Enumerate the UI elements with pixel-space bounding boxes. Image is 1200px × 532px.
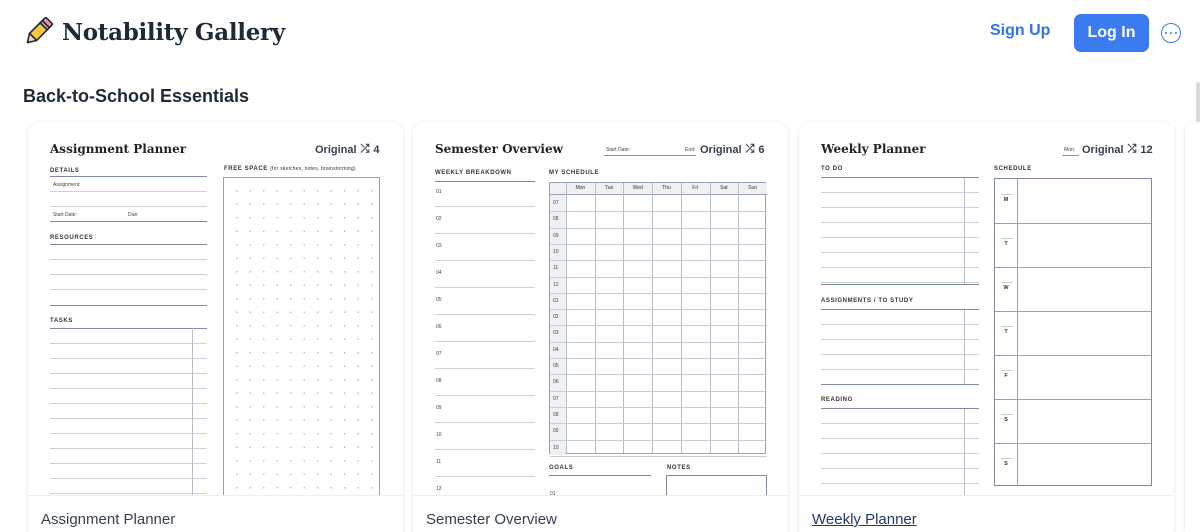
section-title: Back-to-School Essentials xyxy=(23,86,250,106)
card-caption[interactable]: Semester Overview xyxy=(426,511,557,528)
rule-line xyxy=(435,233,535,234)
weekly-schedule-grid xyxy=(994,178,1152,486)
weekly-breakdown-label: WEEKLY BREAKDOWN xyxy=(435,170,512,176)
rule-line xyxy=(50,358,207,359)
week-number: 01 xyxy=(436,189,442,195)
week-number: 11 xyxy=(436,459,442,465)
pencil-logo-icon xyxy=(22,15,54,49)
rule-line xyxy=(821,483,979,484)
day-letter: T xyxy=(1004,241,1008,247)
grid-row-line xyxy=(550,293,767,294)
doc-title: Weekly Planner xyxy=(821,142,926,156)
rule-line xyxy=(821,384,979,385)
rule-line xyxy=(435,476,535,477)
day-row-line xyxy=(995,355,1151,356)
rule-line xyxy=(435,395,535,396)
rule-line xyxy=(435,206,535,207)
day-letter: M xyxy=(1003,197,1009,203)
card-caption[interactable]: Assignment Planner xyxy=(41,511,176,528)
rule-line xyxy=(821,177,979,178)
rule-line xyxy=(435,422,535,423)
day-header: Wed xyxy=(632,185,643,191)
grid-column-line xyxy=(681,183,682,453)
week-number: 08 xyxy=(436,378,442,384)
template-card-assignment-planner[interactable] xyxy=(28,122,403,532)
doc-title: Semester Overview xyxy=(435,142,563,156)
grid-row-line xyxy=(550,391,767,392)
day-column-divider xyxy=(1017,179,1018,485)
hour-label: 02 xyxy=(553,314,559,321)
day-row-line xyxy=(995,311,1151,312)
day-tick xyxy=(1001,194,1013,195)
day-letter: F xyxy=(1004,373,1008,379)
rule-line xyxy=(50,433,207,434)
assignments-label: ASSIGNMENTS / TO STUDY xyxy=(821,298,914,304)
week-number: 05 xyxy=(436,297,442,303)
badge-label: Original xyxy=(700,143,742,156)
rule-line xyxy=(821,237,979,238)
rule-line xyxy=(821,252,979,253)
rule-line xyxy=(50,493,207,494)
grid-column-line xyxy=(652,183,653,453)
grid-row-line xyxy=(550,407,767,408)
resources-label: RESOURCES xyxy=(50,235,94,241)
hour-label: 01 xyxy=(553,297,559,304)
free-space-title: FREE SPACE xyxy=(224,166,268,172)
next-card-peek[interactable] xyxy=(1185,122,1200,532)
shuffle-icon: ⤮ xyxy=(360,143,370,155)
remix-count: 6 xyxy=(758,143,765,156)
day-tick xyxy=(1001,282,1013,283)
template-preview[interactable] xyxy=(413,122,788,495)
brand[interactable] xyxy=(22,15,285,49)
original-badge xyxy=(315,143,380,156)
week-number: 03 xyxy=(436,243,442,249)
due-label: Due: xyxy=(128,212,139,218)
week-number: 06 xyxy=(436,324,442,330)
rule-line xyxy=(821,354,979,355)
day-header: Thu xyxy=(662,185,671,191)
hour-label: 03 xyxy=(553,330,559,337)
start-date-label: Start Date: xyxy=(53,212,77,218)
rule-line xyxy=(821,423,979,424)
day-letter: S xyxy=(1004,461,1008,467)
rule-line xyxy=(821,284,979,285)
hour-label: 08 xyxy=(553,216,559,223)
rule-line xyxy=(821,207,979,208)
week-number: 09 xyxy=(436,405,442,411)
tasks-label: TASKS xyxy=(50,318,73,324)
day-header: Mon xyxy=(575,185,586,191)
original-badge xyxy=(700,143,765,156)
day-tick xyxy=(1001,458,1013,459)
rule-line xyxy=(821,453,979,454)
day-row-line xyxy=(995,399,1151,400)
rule-line xyxy=(50,373,207,374)
hour-label: 07 xyxy=(553,395,559,402)
rule-line xyxy=(821,339,979,340)
day-row-line xyxy=(995,443,1151,444)
notes-label: NOTES xyxy=(667,465,691,471)
rule-line xyxy=(821,309,979,310)
rule-line xyxy=(821,282,979,283)
free-space-note: (for sketches, notes, brainstorming) xyxy=(270,166,356,172)
rule-line xyxy=(821,267,979,268)
hour-label: 11 xyxy=(553,265,559,272)
card-caption[interactable]: Weekly Planner xyxy=(812,511,917,528)
grid-row-line xyxy=(550,456,767,457)
hour-label: 12 xyxy=(553,281,559,288)
day-letter: S xyxy=(1004,417,1008,423)
grid-column-line xyxy=(566,183,567,453)
sign-up-link[interactable]: Sign Up xyxy=(990,22,1051,39)
rule-line xyxy=(50,403,207,404)
grid-row-line xyxy=(550,228,767,229)
goals-label: GOALS xyxy=(549,465,574,471)
rule-line xyxy=(50,448,207,449)
rule-line xyxy=(821,438,979,439)
shuffle-icon: ⤮ xyxy=(1127,143,1137,155)
grid-row-line xyxy=(550,374,767,375)
schedule-label: SCHEDULE xyxy=(994,166,1032,172)
hour-label: 06 xyxy=(553,379,559,386)
todo-label: TO DO xyxy=(821,166,843,172)
grid-row-line xyxy=(550,244,767,245)
rule-line xyxy=(50,418,207,419)
day-tick xyxy=(1001,414,1013,415)
day-tick xyxy=(1001,238,1013,239)
rule-line xyxy=(435,287,535,288)
grid-column-line xyxy=(710,183,711,453)
template-card-weekly-planner[interactable] xyxy=(799,122,1174,532)
grid-column-line xyxy=(623,183,624,453)
original-badge xyxy=(1082,143,1153,156)
end-label: End: xyxy=(685,147,696,153)
grid-row-line xyxy=(550,358,767,359)
grid-row-line xyxy=(550,309,767,310)
day-header: Sun xyxy=(748,185,758,191)
my-schedule-label: MY SCHEDULE xyxy=(549,170,600,176)
day-tick xyxy=(1001,370,1013,371)
template-card-semester-overview[interactable] xyxy=(413,122,788,532)
rule-line xyxy=(821,468,979,469)
hour-label: 09 xyxy=(553,428,559,435)
notes-box xyxy=(666,475,767,495)
badge-label: Original xyxy=(315,143,357,156)
rule-line xyxy=(50,343,207,344)
hour-label: 10 xyxy=(553,248,559,255)
shuffle-icon: ⤮ xyxy=(745,143,755,155)
hour-label: 09 xyxy=(553,232,559,239)
mon-label: Mon: xyxy=(1064,147,1076,153)
log-in-button[interactable]: Log In xyxy=(1074,14,1149,52)
hour-label: 07 xyxy=(553,200,559,206)
hour-label: 10 xyxy=(553,444,559,451)
day-header: Fri xyxy=(692,185,699,191)
top-bar xyxy=(0,0,1200,66)
day-header: Sat xyxy=(720,185,728,191)
rule-line xyxy=(821,369,979,370)
remix-count: 12 xyxy=(1140,143,1153,156)
week-number: 10 xyxy=(436,432,442,438)
hour-label: 04 xyxy=(553,346,559,353)
rule-line xyxy=(435,368,535,369)
grid-row-line xyxy=(550,440,767,441)
badge-label: Original xyxy=(1082,143,1124,156)
rule-line xyxy=(821,192,979,193)
grid-row-line xyxy=(550,211,767,212)
rule-line xyxy=(50,478,207,479)
more-icon[interactable] xyxy=(1161,23,1181,43)
rule-line xyxy=(50,388,207,389)
rule-line xyxy=(435,449,535,450)
template-preview[interactable] xyxy=(799,122,1174,495)
rule-line xyxy=(435,314,535,315)
hour-label: 08 xyxy=(553,411,559,418)
grid-column-line xyxy=(595,183,596,453)
free-space-dot-grid xyxy=(223,177,380,495)
free-space-label xyxy=(224,166,356,172)
rule-line xyxy=(821,408,979,409)
day-letter: T xyxy=(1004,329,1008,335)
week-number: 07 xyxy=(436,351,442,357)
grid-row-line xyxy=(550,342,767,343)
template-preview[interactable] xyxy=(28,122,403,495)
rule-line xyxy=(435,260,535,261)
day-tick xyxy=(1001,326,1013,327)
rule-line xyxy=(821,222,979,223)
week-number: 12 xyxy=(436,486,442,492)
start-date-label: Start Date: xyxy=(606,147,630,153)
reading-label: READING xyxy=(821,397,853,403)
day-header: Tue xyxy=(604,185,614,191)
grid-row-line xyxy=(550,277,767,278)
day-row-line xyxy=(995,267,1151,268)
doc-title: Assignment Planner xyxy=(50,142,187,156)
grid-row-line xyxy=(550,325,767,326)
grid-row-line xyxy=(550,260,767,261)
remix-count: 4 xyxy=(373,143,380,156)
hour-label: 05 xyxy=(553,363,559,369)
assignment-label: Assignment: xyxy=(53,182,81,188)
day-row-line xyxy=(995,223,1151,224)
rule-line xyxy=(50,463,207,464)
week-number: 02 xyxy=(436,216,442,222)
day-letter: W xyxy=(1003,285,1009,291)
details-label: DETAILS xyxy=(50,168,80,174)
rule-line xyxy=(821,324,979,325)
page-scrollbar[interactable] xyxy=(1196,82,1200,122)
goal-item: 01 xyxy=(550,491,556,495)
grid-row-line xyxy=(550,423,767,424)
grid-column-line xyxy=(738,183,739,453)
rule-line xyxy=(435,341,535,342)
brand-title: Notability Gallery xyxy=(62,18,285,46)
week-number: 04 xyxy=(436,270,442,276)
schedule-grid xyxy=(549,182,766,454)
